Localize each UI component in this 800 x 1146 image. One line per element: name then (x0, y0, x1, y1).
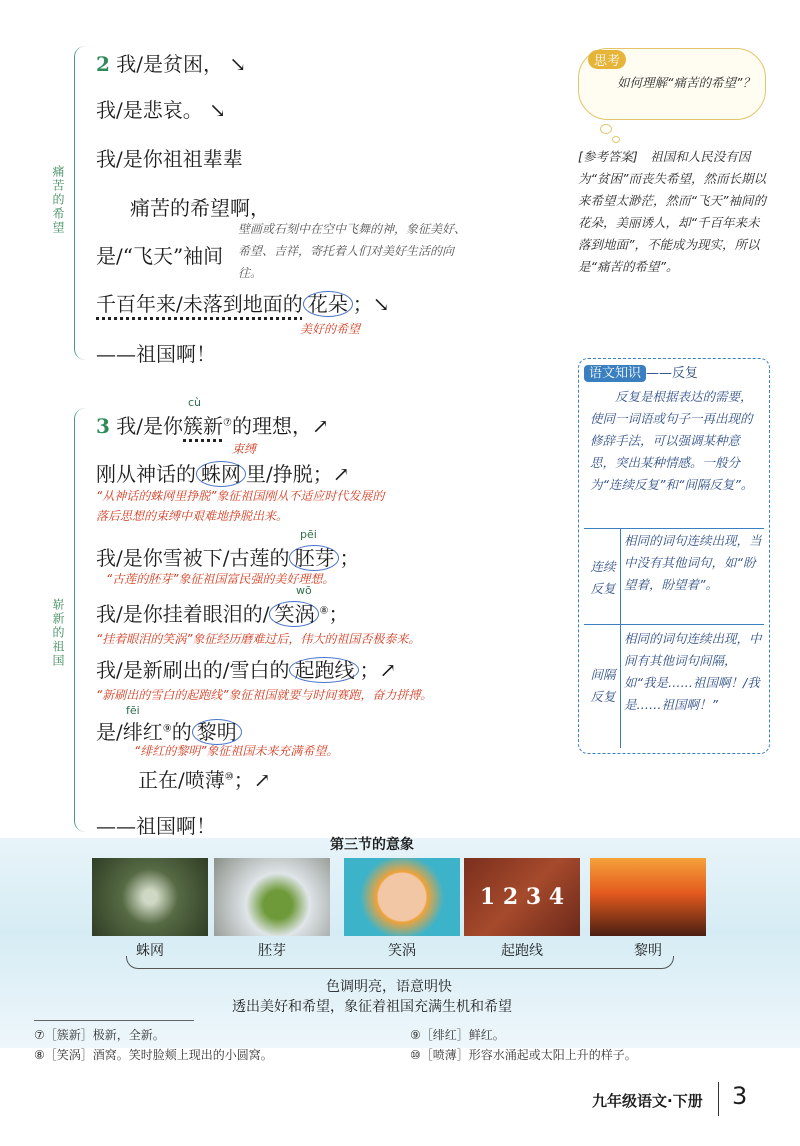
stanza-number: 2 (96, 52, 110, 76)
stanza3-line4 (96, 598, 348, 627)
knowledge-table-vline (620, 528, 621, 748)
note-embryo: “古莲的胚芽”象征祖国富民强的美好理想。 (106, 572, 335, 586)
falling-tone-arrow-icon: ↘ (372, 292, 390, 316)
poem-punct: ； (328, 602, 349, 626)
poem-line: 是/绯红 (96, 720, 163, 744)
footnote-ref: ⑨ (162, 723, 172, 735)
stanza2-line6 (96, 288, 390, 317)
rising-tone-arrow-icon: ↗ (253, 768, 271, 792)
knowledge-table-hline (584, 624, 764, 625)
keyword-cuxin: 簇新 (183, 414, 224, 438)
poem-line: 正在/喷薄 (138, 768, 225, 792)
pinyin-pei: pēi (300, 528, 317, 541)
falling-tone-arrow-icon: ↘ (209, 98, 226, 122)
knowledge-subtitle: ——反复 (646, 366, 699, 381)
footer-book-title: 九年级语文·下册 (592, 1092, 703, 1110)
poem-line: 我/是你 (116, 414, 184, 438)
pinyin-cu: cù (188, 396, 202, 409)
poem-line: 的理想， (232, 414, 312, 438)
note-feitian: 壁画或石刻中在空中飞舞的神，象征美好、希望、吉祥，寄托着人们对美好生活的向往。 (238, 222, 467, 280)
poem-punct: ； (339, 546, 360, 570)
page-number: 3 (732, 1082, 748, 1110)
knowledge-header (584, 362, 698, 381)
poem-punct: ； (359, 658, 380, 682)
footnote-8: ⑧［笑涡］酒窝。笑时脸颊上现出的小圆窝。 (34, 1048, 273, 1062)
stanza2-line5: 是/“飞天”袖间 (96, 244, 224, 268)
keyword-startline: 起跑线 (289, 657, 359, 683)
think-title-tag (588, 50, 626, 69)
bubble-dot (612, 136, 620, 143)
falling-tone-arrow-icon: ↘ (229, 52, 247, 76)
stanza2-side-label: 痛苦的希望 (51, 165, 65, 235)
rising-tone-arrow-icon: ↗ (312, 414, 329, 438)
poem-line: 刚从神话的 (96, 462, 196, 486)
caption-spiderweb: 蛛网 (136, 943, 164, 959)
pinyin-fei: fēi (126, 704, 140, 717)
caption-embryo: 胚芽 (258, 943, 286, 959)
poem-line: 我/是悲哀。 (96, 98, 203, 122)
photo-smile (344, 858, 460, 936)
poem-line: 我/是贫困， (116, 52, 224, 76)
stanza2-line7: ——祖国啊！ (96, 342, 216, 366)
poem-line: 的 (171, 720, 192, 744)
pinyin-wo: wō (296, 584, 312, 597)
imagery-summary1: 色调明亮，语意明快 (326, 979, 452, 995)
stanza-number: 3 (96, 414, 110, 438)
footnote-7: ⑦［簇新］极新，全新。 (34, 1028, 165, 1042)
imagery-title: 第三节的意象 (330, 837, 414, 853)
poem-line: 我/是你雪被下/古莲的 (96, 546, 290, 570)
think-answer: [参考答案] 祖国和人民没有因为“贫困”而丧失希望，然而长期以来希望太渺茫，然而“飞天”袖间的花朵，美丽诱人，却“千百年来未落到地面”，不能成为现实，所以是“痛苦的希望”。 (578, 149, 766, 274)
caption-startline: 起跑线 (501, 943, 543, 959)
stanza2-line2 (96, 94, 226, 123)
photo-dawn (590, 858, 706, 936)
keyword-dimple: 笑涡 (269, 601, 319, 627)
footnote-ref: ⑧ (319, 605, 329, 617)
knowledge-intro: 反复是根据表达的需要，使同一词语或句子一再出现的修辞手法，可以强调某种意思，突出某种情感。一般分为“连续反复”和“间隔反复”。 (590, 389, 754, 492)
caption-smile: 笑涡 (388, 943, 416, 959)
stanza3-line2 (96, 458, 350, 487)
footnote-ref: ⑩ (224, 771, 234, 783)
poem-line: 我/是新刷出的/雪白的 (96, 658, 290, 682)
stanza2-line3: 我/是你祖祖辈辈 (96, 147, 243, 171)
stanza3-brace (74, 408, 85, 832)
imagery-summary2: 透出美好和希望，象征着祖国充满生机和希望 (232, 999, 512, 1015)
poem-punct: ； (233, 768, 254, 792)
keyword-dawn: 黎明 (192, 719, 242, 745)
stanza2-line1 (96, 48, 246, 77)
photo-startline: 1 2 3 4 (464, 858, 580, 936)
stanza2-brace (74, 46, 85, 360)
keyword-flower: 花朵 (303, 291, 353, 317)
knowledge-title: 语文知识 (584, 365, 646, 382)
think-question: 如何理解“痛苦的希望”？ (617, 75, 755, 90)
footer-divider (718, 1082, 719, 1116)
footnote-9: ⑨［绯红］鲜红。 (410, 1028, 505, 1042)
photo-spiderweb (92, 858, 208, 936)
footnote-10: ⑩［喷薄］形容水涌起或太阳上升的样子。 (410, 1048, 637, 1062)
note-shufu: 束缚 (232, 442, 257, 456)
stanza3-line3 (96, 542, 359, 571)
knowledge-row2-desc: 相同的词句连续出现，中间有其他词句间隔，如“我是……祖国啊！/我是……祖国啊！” (624, 631, 762, 712)
knowledge-row1-desc: 相同的词句连续出现，当中没有其他词句，如“盼望着，盼望着”。 (624, 533, 762, 592)
note-dawn: “绯红的黎明”象征祖国未来充满希望。 (134, 744, 339, 758)
imagery-brace (126, 956, 674, 969)
stanza3-line1 (96, 410, 329, 439)
note-dimple: “挂着眼泪的笑涡”象征经历磨难过后，伟大的祖国否极泰来。 (96, 632, 421, 646)
poem-line: 我/是你挂着眼泪的/ (96, 602, 270, 626)
rising-tone-arrow-icon: ↗ (332, 462, 350, 486)
keyword-spiderweb: 蛛网 (196, 461, 246, 487)
note-spiderweb: “从神话的蛛网里挣脱”象征祖国刚从不适应时代发展的落后思想的束缚中艰难地挣脱出来。 (96, 489, 385, 523)
stanza3-line5 (96, 654, 396, 683)
stanza3-line7 (138, 764, 270, 793)
think-title: 思考 (594, 54, 621, 69)
poem-punct: ； (352, 292, 373, 316)
poem-line: 千百年来/未落到地面的 (96, 292, 303, 316)
photo-embryo (214, 858, 330, 936)
keyword-embryo: 胚芽 (289, 545, 339, 571)
knowledge-row1-label: 连续反复 (590, 559, 616, 596)
stanza2-line4: 痛苦的希望啊， (130, 196, 270, 220)
stanza3-line6 (96, 716, 242, 745)
stanza3-side-label: 崭新的祖国 (51, 598, 65, 668)
note-startline: “新刷出的雪白的起跑线”象征祖国就要与时间赛跑，奋力拼搏。 (96, 688, 433, 702)
footnote-ref: ⑦ (223, 417, 232, 429)
knowledge-row2-label: 间隔反复 (590, 667, 616, 704)
bubble-dot (600, 124, 612, 134)
stanza3-line8: ——祖国啊！ (96, 814, 216, 838)
note-flower: 美好的希望 (300, 322, 361, 336)
footnote-rule (34, 1020, 194, 1021)
caption-dawn: 黎明 (634, 943, 662, 959)
rising-tone-arrow-icon: ↗ (379, 658, 397, 682)
poem-line: 里/挣脱； (246, 462, 333, 486)
